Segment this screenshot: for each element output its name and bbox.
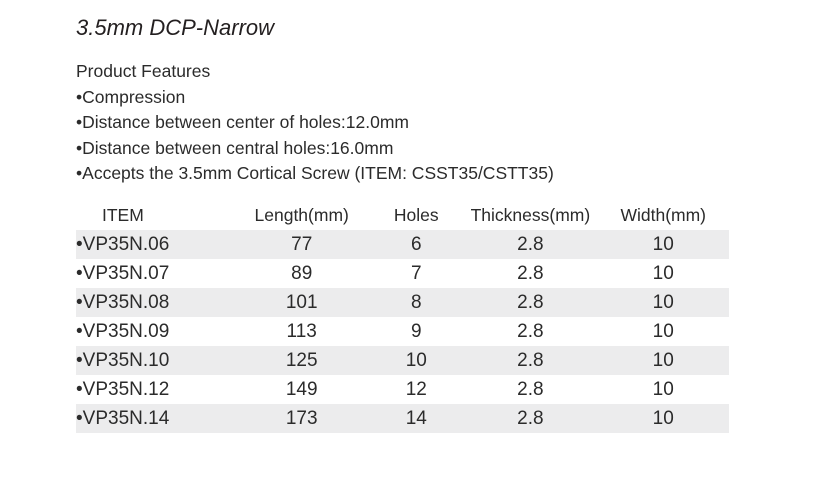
- cell-thickness: 2.8: [517, 407, 544, 429]
- cell-length: 149: [285, 378, 318, 400]
- cell-thickness: 2.8: [517, 233, 544, 255]
- cell-width: 10: [652, 407, 674, 429]
- table-row: [76, 404, 729, 433]
- cell-item: • VP35N.06: [76, 230, 234, 259]
- table-header-row: [76, 201, 729, 230]
- cell-width: 10: [652, 320, 674, 342]
- cell-thickness: 2.8: [517, 262, 544, 284]
- cell-thickness: 2.8: [517, 378, 544, 400]
- product-features: [76, 59, 554, 187]
- cell-item: • VP35N.12: [76, 375, 234, 404]
- cell-length: 101: [285, 291, 318, 313]
- table-row: [76, 346, 729, 375]
- cell-length: 173: [285, 407, 318, 429]
- cell-item: • VP35N.07: [76, 259, 234, 288]
- cell-length: 125: [285, 349, 318, 371]
- table-row: [76, 288, 729, 317]
- cell-width: 10: [652, 291, 674, 313]
- cell-holes: 12: [405, 378, 427, 400]
- cell-width: 10: [652, 262, 674, 284]
- cell-holes: 8: [410, 291, 422, 313]
- header-item: ITEM: [102, 205, 144, 225]
- cell-item: • VP35N.09: [76, 317, 234, 346]
- cell-thickness: 2.8: [517, 320, 544, 342]
- page-title: 3.5mm DCP-Narrow: [76, 15, 275, 40]
- feature-item: • Distance between central holes:16.0mm: [76, 136, 554, 162]
- cell-thickness: 2.8: [517, 349, 544, 371]
- cell-width: 10: [652, 233, 674, 255]
- cell-holes: 7: [410, 262, 422, 284]
- header-width: Width(mm): [620, 205, 707, 225]
- table-row: [76, 259, 729, 288]
- cell-length: 77: [291, 233, 313, 255]
- header-thickness: Thickness(mm): [470, 205, 591, 225]
- cell-item: • VP35N.14: [76, 404, 234, 433]
- table-row: [76, 230, 729, 259]
- features-heading: Product Features: [76, 61, 211, 81]
- spec-table: [76, 201, 729, 433]
- table-row: [76, 317, 729, 346]
- cell-width: 10: [652, 349, 674, 371]
- cell-length: 89: [291, 262, 313, 284]
- header-holes: Holes: [393, 205, 439, 225]
- cell-width: 10: [652, 378, 674, 400]
- feature-item: • Distance between center of holes:12.0mm: [76, 110, 554, 136]
- cell-thickness: 2.8: [517, 291, 544, 313]
- feature-item: • Accepts the 3.5mm Cortical Screw (ITEM: CSST35/CSTT35): [76, 161, 554, 187]
- cell-holes: 6: [410, 233, 422, 255]
- cell-holes: 9: [410, 320, 422, 342]
- feature-item: • Compression: [76, 85, 554, 111]
- table-row: [76, 375, 729, 404]
- cell-item: • VP35N.10: [76, 346, 234, 375]
- header-length: Length(mm): [254, 205, 349, 225]
- cell-item: • VP35N.08: [76, 288, 234, 317]
- cell-holes: 14: [405, 407, 427, 429]
- cell-length: 113: [286, 320, 317, 342]
- cell-holes: 10: [405, 349, 427, 371]
